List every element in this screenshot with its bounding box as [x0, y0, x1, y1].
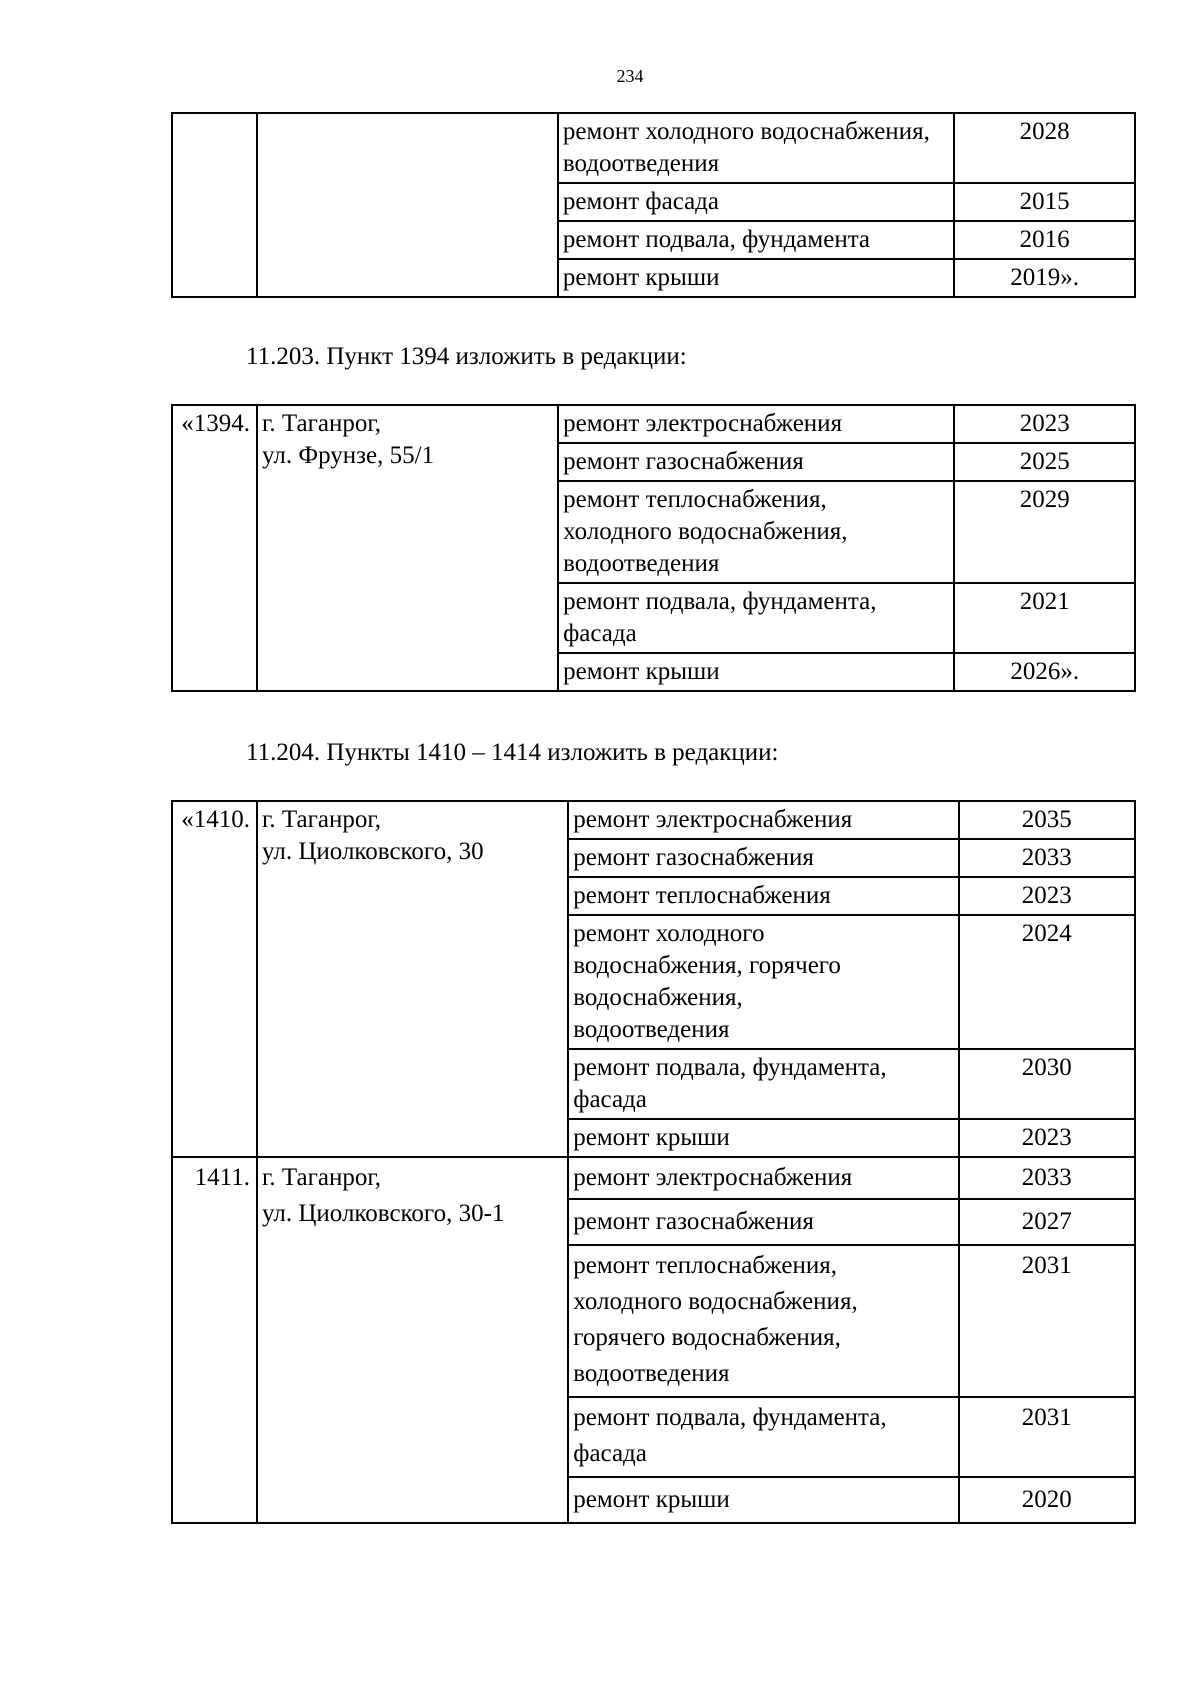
- year-cell: 2031: [959, 1397, 1135, 1477]
- work-type-cell: ремонт холодного водоснабжения, горячего водоснабжения, водоотведения: [568, 915, 958, 1049]
- year-cell: 2020: [959, 1477, 1135, 1523]
- year-cell: 2019».: [954, 259, 1135, 297]
- year-cell: 2029: [954, 481, 1135, 583]
- item-number-cell: 1411.: [172, 1157, 257, 1523]
- year-cell: 2026».: [954, 653, 1135, 691]
- year-cell: 2015: [954, 183, 1135, 221]
- item-number-cell: [172, 113, 257, 297]
- work-type-cell: ремонт подвала, фундамента, фасада: [568, 1049, 958, 1119]
- work-type-cell: ремонт теплоснабжения: [568, 877, 958, 915]
- continuation-table: [171, 112, 1136, 298]
- year-cell: 2023: [959, 877, 1135, 915]
- work-type-cell: ремонт крыши: [558, 259, 954, 297]
- table-row: [172, 1157, 1135, 1199]
- year-cell: 2021: [954, 583, 1135, 653]
- work-type-cell: ремонт газоснабжения: [568, 839, 958, 877]
- year-cell: 2023: [959, 1119, 1135, 1157]
- items-1410-1411-table: [171, 800, 1136, 1524]
- work-type-cell: ремонт газоснабжения: [558, 443, 954, 481]
- work-type-cell: ремонт электроснабжения: [558, 405, 954, 443]
- work-type-cell: ремонт теплоснабжения, холодного водоснабжения, горячего водоснабжения, водоотведения: [568, 1245, 958, 1397]
- address-cell: [257, 113, 558, 297]
- year-cell: 2033: [959, 1157, 1135, 1199]
- item-number-cell: «1394.: [172, 405, 257, 691]
- work-type-cell: ремонт холодного водоснабжения, водоотведения: [558, 113, 954, 183]
- address-city: г. Таганрог,: [261, 1164, 382, 1191]
- work-type-cell: ремонт подвала, фундамента, фасада: [558, 583, 954, 653]
- item-number-cell: «1410.: [172, 801, 257, 1157]
- year-cell: 2033: [959, 839, 1135, 877]
- table-row: [172, 113, 1135, 183]
- work-type-cell: ремонт теплоснабжения, холодного водоснабжения, водоотведения: [558, 481, 954, 583]
- year-cell: 2028: [954, 113, 1135, 183]
- item-1394-table: [171, 404, 1136, 692]
- address-cell: [257, 405, 558, 691]
- work-type-cell: ремонт электроснабжения: [568, 1157, 958, 1199]
- year-cell: 2025: [954, 443, 1135, 481]
- work-type-cell: ремонт крыши: [568, 1477, 958, 1523]
- address-city: г. Таганрог,: [261, 806, 382, 833]
- year-cell: 2024: [959, 915, 1135, 1049]
- work-type-cell: ремонт подвала, фундамента: [558, 221, 954, 259]
- address-city: г. Таганрог,: [261, 410, 382, 437]
- address-street: ул. Циолковского, 30: [261, 838, 484, 865]
- year-cell: 2016: [954, 221, 1135, 259]
- work-type-cell: ремонт крыши: [558, 653, 954, 691]
- address-street: ул. Фрунзе, 55/1: [261, 442, 435, 469]
- year-cell: 2027: [959, 1199, 1135, 1245]
- paragraph-11-203: 11.203. Пункт 1394 изложить в редакции:: [246, 343, 687, 370]
- work-type-cell: ремонт крыши: [568, 1119, 958, 1157]
- year-cell: 2023: [954, 405, 1135, 443]
- work-type-cell: ремонт электроснабжения: [568, 801, 958, 839]
- address-cell: [257, 801, 568, 1157]
- table-row: [172, 405, 1135, 443]
- address-cell: [257, 1157, 568, 1523]
- year-cell: 2031: [959, 1245, 1135, 1397]
- work-type-cell: ремонт фасада: [558, 183, 954, 221]
- year-cell: 2030: [959, 1049, 1135, 1119]
- paragraph-11-204: 11.204. Пункты 1410 – 1414 изложить в редакции:: [246, 739, 779, 766]
- table-row: [172, 801, 1135, 839]
- page-number: 234: [616, 66, 644, 86]
- year-cell: 2035: [959, 801, 1135, 839]
- address-street: ул. Циолковского, 30-1: [261, 1200, 505, 1227]
- work-type-cell: ремонт подвала, фундамента, фасада: [568, 1397, 958, 1477]
- work-type-cell: ремонт газоснабжения: [568, 1199, 958, 1245]
